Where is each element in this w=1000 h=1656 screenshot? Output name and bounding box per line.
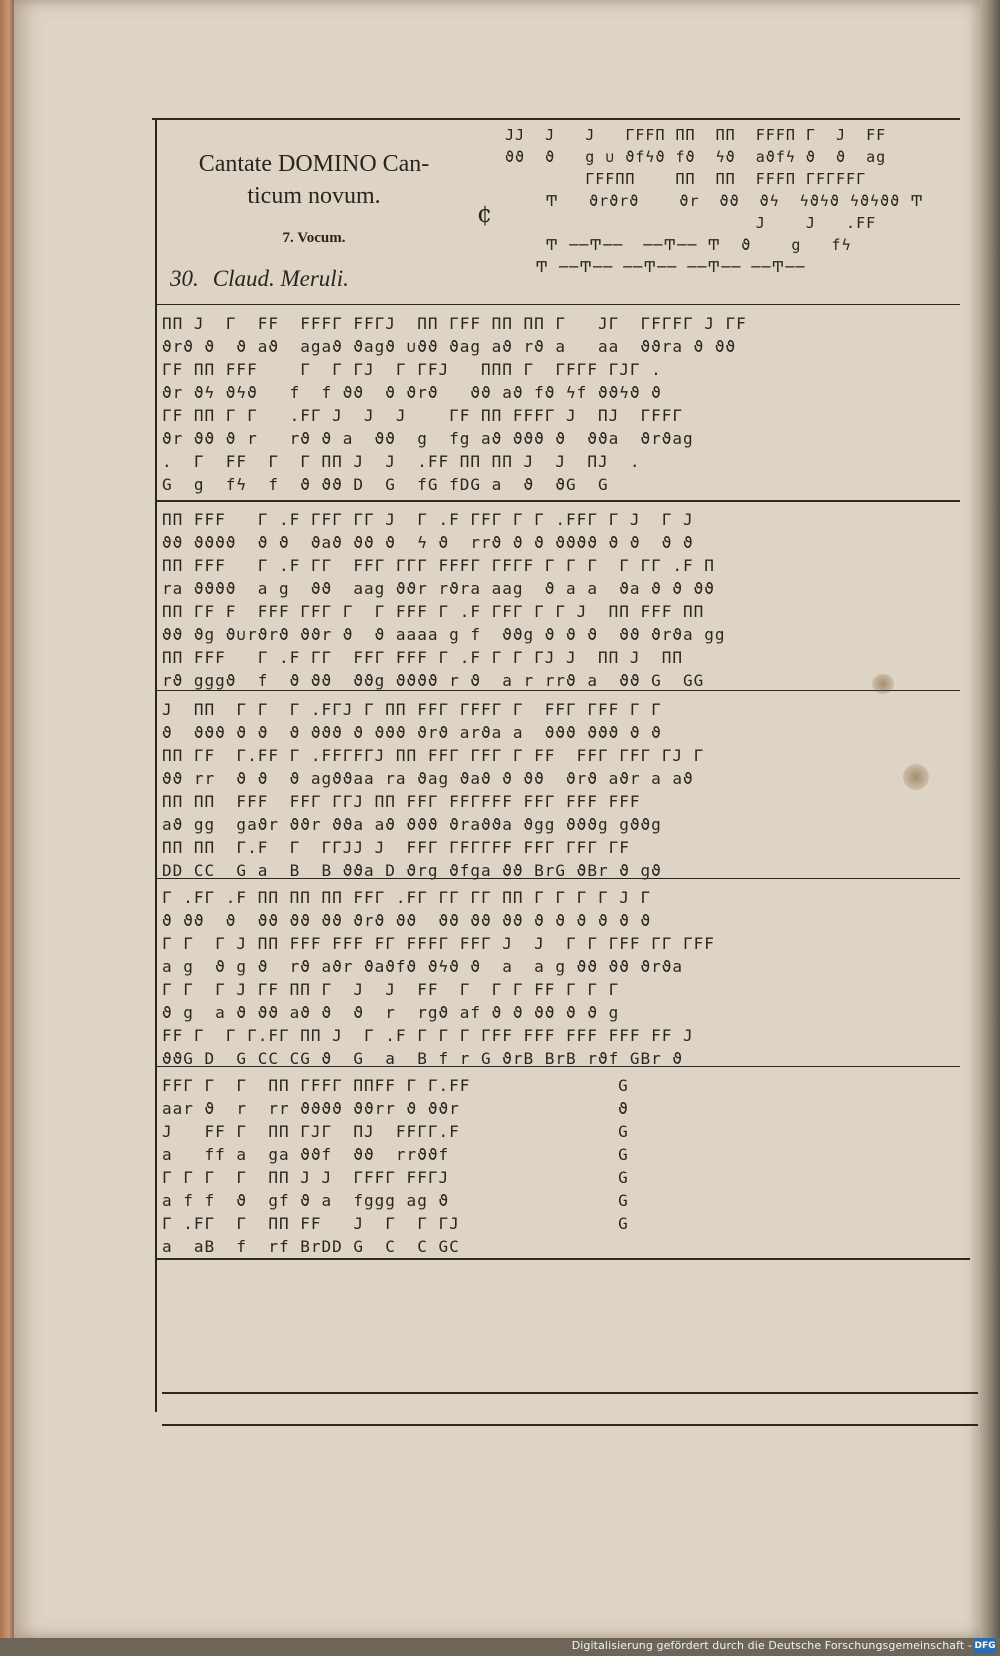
mensuration-sign: ¢ bbox=[477, 200, 493, 228]
tablature-row: ϑ ϑϑ ϑ ϑϑ ϑϑ ϑϑ ϑrϑ ϑϑ ϑϑ ϑϑ ϑϑ ϑ ϑ ϑ ϑ ϑ ϑ bbox=[162, 911, 652, 930]
tablature-row: J FF Γ ΠΠ ΓJΓ ΠJ FFΓΓ.F bbox=[162, 1122, 460, 1141]
empty-staff-rule bbox=[162, 1392, 978, 1394]
tablature-row: ΓF ΠΠ FFF Γ Γ ΓJ Γ ΓFJ ΠΠΠ Γ ΓFΓF ΓJΓ . bbox=[162, 360, 662, 379]
tablature-row: ΠΠ ΓF F FFF ΓFΓ Γ Γ FFF Γ .F ΓFΓ Γ Γ J ΠΠ FFF ΠΠ bbox=[162, 602, 705, 621]
empty-staff-rule bbox=[162, 1424, 978, 1426]
final-glyph: G bbox=[618, 1076, 628, 1095]
tablature-row: ϑϑ rr ϑ ϑ ϑ agϑϑaa ra ϑag ϑaϑ ϑ ϑϑ ϑrϑ aϑr a aϑ bbox=[162, 769, 694, 788]
tablature-row: ϑr ϑϟ ϑϟϑ f f ϑϑ ϑ ϑrϑ ϑϑ aϑ fϑ ϟf ϑϑϟϑ ϑ bbox=[162, 383, 662, 402]
voices-label: 7. Vocum. bbox=[282, 230, 346, 246]
tablature-row: Γ .FΓ Γ ΠΠ FF J Γ Γ ΓJ bbox=[162, 1214, 460, 1233]
book-edge-right bbox=[980, 0, 1000, 1656]
tablature-row: ΠΠ J Γ FF FFFΓ FFΓJ ΠΠ ΓFF ΠΠ ΠΠ Γ JΓ ΓFΓFΓ J ΓF bbox=[162, 314, 747, 333]
tablature-row: a aB f rf BrDD G C C GC bbox=[162, 1237, 460, 1256]
composer-line bbox=[170, 266, 349, 292]
tablature-row: a f f ϑ gf ϑ a fggg ag ϑ bbox=[162, 1191, 450, 1210]
final-glyph: G bbox=[618, 1214, 628, 1233]
final-glyph: G bbox=[618, 1122, 628, 1141]
tablature-row: . Γ FF Γ Γ ΠΠ J J .FF ΠΠ ΠΠ J J ΠJ . bbox=[162, 452, 641, 471]
tablature-row: ΠΠ ΓF Γ.FF Γ .FFΓFΓJ ΠΠ FFΓ ΓFΓ Γ FF FFΓ ΓFΓ ΓJ Γ bbox=[162, 746, 705, 765]
piece-number: 30. bbox=[170, 266, 199, 291]
title-line: Cantate DOMINO Can- bbox=[198, 151, 430, 177]
tablature-row: FFΓ Γ Γ ΠΠ ΓFFΓ ΠΠFF Γ Γ.FF bbox=[162, 1076, 471, 1095]
tablature-row: G g fϟ f ϑ ϑϑ D G fG fDG a ϑ ϑG G bbox=[162, 475, 609, 494]
title-block bbox=[168, 148, 460, 247]
tablature-row: Γ Γ Γ J ΠΠ FFF FFF FΓ FFFΓ FFΓ J J Γ Γ ΓFF ΓΓ ΓFF bbox=[162, 934, 715, 953]
final-glyph: G bbox=[618, 1145, 628, 1164]
tablature-row: ΠΠ ΠΠ FFF FFΓ ΓΓJ ΠΠ FFΓ FFΓFFF FFΓ FFF FFF bbox=[162, 792, 641, 811]
tablature-row: Ͳ ϑrϑrϑ ϑr ϑϑ ϑϟ ϟϑϟϑ ϟϑϟϑϑ Ͳ bbox=[505, 192, 925, 210]
tablature-row: ΠΠ FFF Γ .F ΓΓ FFΓ FFF Γ .F Γ Γ ΓJ J ΠΠ J ΠΠ bbox=[162, 648, 684, 667]
tablature-row: Γ Γ Γ Γ ΠΠ J J ΓFFΓ FFΓJ bbox=[162, 1168, 450, 1187]
tablature-row: ϑ g a ϑ ϑϑ aϑ ϑ ϑ r rgϑ af ϑ ϑ ϑϑ ϑ ϑ g bbox=[162, 1003, 620, 1022]
tablature-row: ΠΠ FFF Γ .F ΓFΓ ΓΓ J Γ .F ΓFΓ Γ Γ .FFΓ Γ J Γ J bbox=[162, 510, 694, 529]
top-rule bbox=[152, 118, 960, 120]
tablature-row: aϑ gg gaϑr ϑϑr ϑϑa aϑ ϑϑϑ ϑraϑϑa ϑgg ϑϑϑg gϑϑg bbox=[162, 815, 662, 834]
tablature-row: Γ Γ Γ J ΓF ΠΠ Γ J J FF Γ Γ Γ FF Γ Γ Γ bbox=[162, 980, 620, 999]
system-divider bbox=[157, 304, 960, 305]
left-rule bbox=[155, 120, 157, 1412]
tablature-row: Ͳ ──Ͳ── ──Ͳ── Ͳ ϑ g fϟ bbox=[505, 236, 852, 254]
tablature-row: ϑr ϑϑ ϑ r rϑ ϑ a ϑϑ g fg aϑ ϑϑϑ ϑ ϑϑa ϑrϑag bbox=[162, 429, 694, 448]
tablature-row: rϑ gggϑ f ϑ ϑϑ ϑϑg ϑϑϑϑ r ϑ a r rrϑ a ϑϑ G GG bbox=[162, 671, 705, 690]
tablature-row: ΓF ΠΠ Γ Γ .FΓ J J J ΓF ΠΠ FFFΓ J ΠJ ΓFFΓ bbox=[162, 406, 684, 425]
tablature-row: J J .FF bbox=[505, 214, 877, 232]
tablature-row: J ΠΠ Γ Γ Γ .FΓJ Γ ΠΠ FFΓ ΓFFΓ Γ FFΓ ΓFF Γ Γ bbox=[162, 700, 662, 719]
tablature-row: a g ϑ g ϑ rϑ aϑr ϑaϑfϑ ϑϟϑ ϑ a a g ϑϑ ϑϑ ϑrϑa bbox=[162, 957, 684, 976]
tablature-row: a ff a ga ϑϑf ϑϑ rrϑϑf bbox=[162, 1145, 450, 1164]
final-chord bbox=[612, 1074, 634, 1235]
tablature-row: ϑϑG D G CC CG ϑ G a B f r G ϑrB BrB rϑf GBr ϑ bbox=[162, 1049, 684, 1068]
tablature-row: ϑϑ ϑϑϑϑ ϑ ϑ ϑaϑ ϑϑ ϑ ϟ ϑ rrϑ ϑ ϑ ϑϑϑϑ ϑ ϑ ϑ ϑ bbox=[162, 533, 694, 552]
tablature-row: ΓFFΠΠ ΠΠ ΠΠ FFFΠ ΓFΓFFΓ bbox=[505, 170, 867, 188]
final-glyph: G bbox=[618, 1168, 628, 1187]
tablature-row: ϑrϑ ϑ ϑ aϑ agaϑ ϑagϑ ∪ϑϑ ϑag aϑ rϑ a aa ϑϑra ϑ ϑϑ bbox=[162, 337, 737, 356]
tablature-row: ϑϑ ϑ g ∪ ϑfϟϑ fϑ ϟϑ aϑfϟ ϑ ϑ ag bbox=[505, 148, 887, 166]
book-edge-left bbox=[0, 0, 14, 1656]
tablature-row: FF Γ Γ Γ.FΓ ΠΠ J Γ .F Γ Γ Γ ΓFF FFF FFF FFF FF J bbox=[162, 1026, 694, 1045]
tablature-row: JJ J J ΓFFΠ ΠΠ ΠΠ FFFΠ Γ J FF bbox=[505, 126, 887, 144]
system-divider bbox=[157, 690, 960, 691]
final-glyph: G bbox=[618, 1191, 628, 1210]
tablature-row: Ͳ ──Ͳ── ──Ͳ── ──Ͳ── ──Ͳ── bbox=[505, 258, 806, 276]
tablature-row: Γ .FΓ .F ΠΠ ΠΠ ΠΠ FFΓ .FΓ ΓΓ ΓΓ ΠΠ Γ Γ Γ Γ J Γ bbox=[162, 888, 652, 907]
tablature-row: ϑϑ ϑg ϑ∪rϑrϑ ϑϑr ϑ ϑ aaaa g f ϑϑg ϑ ϑ ϑ ϑϑ ϑrϑa gg bbox=[162, 625, 726, 644]
final-glyph: ϑ bbox=[618, 1099, 628, 1118]
bottom-rule bbox=[157, 1258, 970, 1260]
tablature-row: ΠΠ FFF Γ .F ΓΓ FFΓ ΓΓΓ FFFΓ ΓFΓF Γ Γ Γ Γ ΓΓ .F Π bbox=[162, 556, 715, 575]
credit-text: Digitalisierung gefördert durch die Deutsche Forschungsgemeinschaft - bbox=[571, 1639, 972, 1652]
composer-name: Claud. Meruli. bbox=[212, 266, 349, 291]
stain bbox=[903, 764, 929, 790]
tablature-row: DD CC G a B B ϑϑa D ϑrg ϑfga ϑϑ BrG ϑBr ϑ gϑ bbox=[162, 861, 662, 880]
system-divider bbox=[157, 500, 960, 502]
tablature-row: ΠΠ ΠΠ Γ.F Γ ΓΓJJ J FFΓ ΓFΓΓFF FFΓ ΓFΓ ΓF bbox=[162, 838, 630, 857]
tablature-row: ϑ ϑϑϑ ϑ ϑ ϑ ϑϑϑ ϑ ϑϑϑ ϑrϑ arϑa a ϑϑϑ ϑϑϑ ϑ ϑ bbox=[162, 723, 662, 742]
stain bbox=[872, 674, 894, 694]
dfg-logo: DFG bbox=[974, 1638, 996, 1654]
tablature-row: aar ϑ r rr ϑϑϑϑ ϑϑrr ϑ ϑϑr bbox=[162, 1099, 460, 1118]
title-line: ticum novum. bbox=[247, 183, 381, 209]
tablature-row: ra ϑϑϑϑ a g ϑϑ aag ϑϑr rϑra aag ϑ a a ϑa ϑ ϑ ϑϑ bbox=[162, 579, 715, 598]
